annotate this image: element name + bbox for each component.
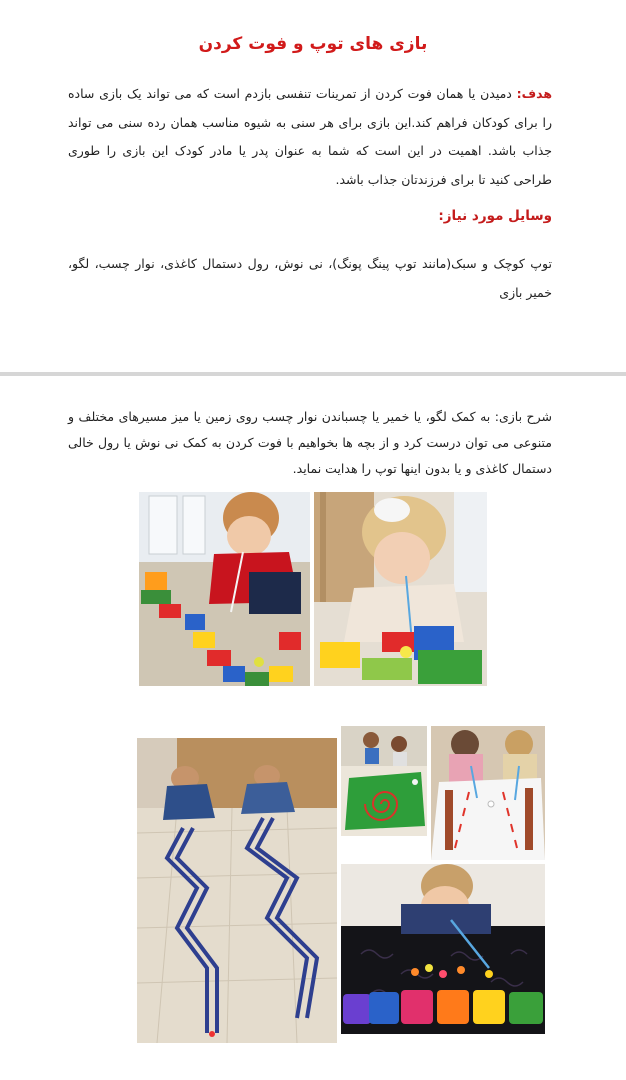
photo-boy-lego-track xyxy=(139,492,310,686)
game-description: شرح بازی: به کمک لگو، یا خمیر یا چسباندن نوار چسب روی زمین یا میز مسیرهای مختلف و متنوعی می توان درست کرد و از بچه ها بخواهیم با فوت کردن به کمک نی نوش یا رول خالی دستمال کاغذی و یا بدون اینها توپ را هدایت نماید. xyxy=(68,409,552,476)
photo-girl-blowing xyxy=(314,492,487,686)
goal-label: هدف: xyxy=(516,86,552,101)
page-two xyxy=(0,376,626,1080)
tools-heading: وسایل مورد نیاز: xyxy=(438,208,552,224)
tools-paragraph: توپ کوچک و سبک(مانند توپ پینگ پونگ)، نی نوش، رول دستمال کاغذی، نوار چسب، لگو، خمیر بازی xyxy=(68,256,552,300)
goal-paragraph xyxy=(68,80,552,194)
page-one xyxy=(0,0,626,372)
photo-balls-cups xyxy=(341,864,545,1034)
photo-spiral-board xyxy=(341,726,427,836)
page-title: بازی های توپ و فوت کردن xyxy=(198,34,428,54)
photo-straws-board xyxy=(431,726,545,860)
goal-text: دمیدن یا همان فوت کردن از تمرینات تنفسی بازدم است که می تواند یک بازی ساده را برای کودکان فراهم کند.این بازی برای هر سنی به شیوه مناسب همان رده سنی می تواند جذاب باشد. اهمیت در این است که شما به عنوان پدر یا مادر کودک این بازی را طوری طراحی کنید تا برای فرزندتان جذاب باشد. xyxy=(68,86,552,187)
photo-tape-path-floor xyxy=(137,738,337,1043)
